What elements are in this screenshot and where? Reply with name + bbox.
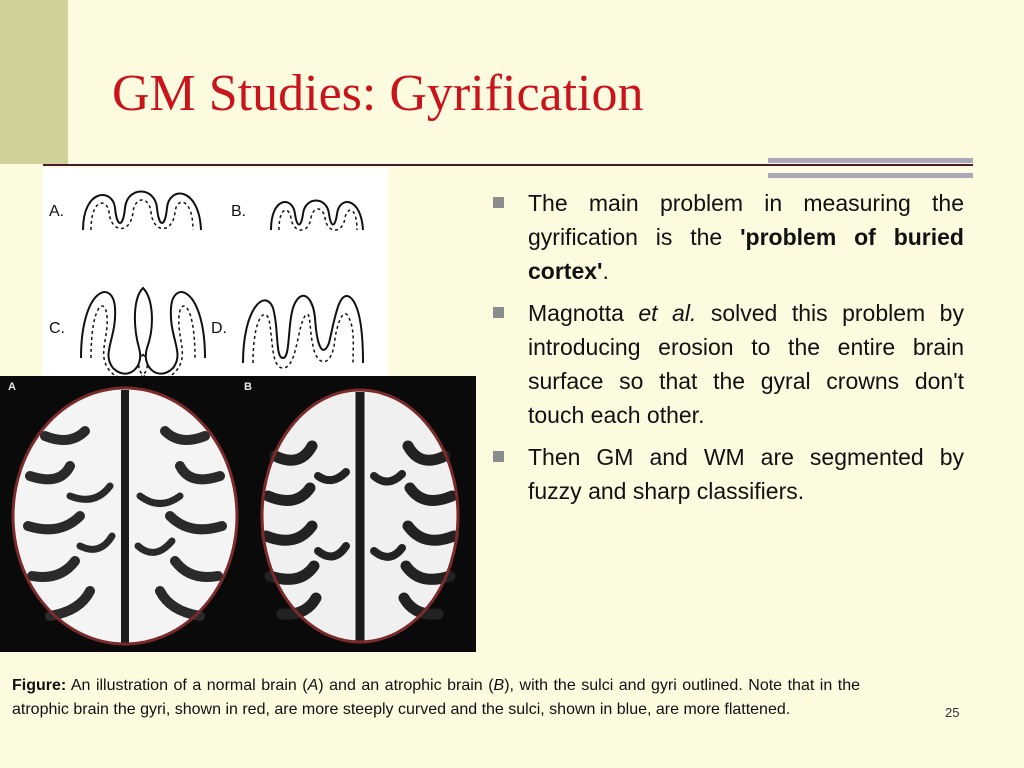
square-bullet-icon xyxy=(493,307,504,318)
caption-label: Figure: xyxy=(12,677,67,694)
bullet-1-bold: 'problem of buried cortex' xyxy=(528,224,964,284)
bullet-2-italic: et al. xyxy=(638,300,697,326)
atrophic-brain-image xyxy=(262,390,458,642)
mri-label-b: B xyxy=(244,381,252,393)
accent-bar-top xyxy=(768,158,973,163)
title-divider xyxy=(43,164,973,166)
caption-part1: An illustration of a normal brain ( xyxy=(66,677,308,694)
mri-brain-images xyxy=(0,376,476,652)
bullet-item-1 xyxy=(490,186,964,288)
square-bullet-icon xyxy=(493,451,504,462)
bullet-item-3 xyxy=(490,440,964,508)
mri-label-a: A xyxy=(8,381,16,393)
diagram-label-c: C. xyxy=(49,320,65,337)
square-bullet-icon xyxy=(493,197,504,208)
caption-part2: ) and an atrophic brain ( xyxy=(318,677,494,694)
bullet-1-end: . xyxy=(602,258,609,284)
slide-title: GM Studies: Gyrification xyxy=(112,65,644,122)
bullet-2-text: Magnotta xyxy=(528,300,639,326)
bullet-item-2 xyxy=(490,296,964,432)
mri-svg xyxy=(0,376,476,652)
accent-bar-bottom xyxy=(768,173,973,178)
bullet-list xyxy=(490,186,964,516)
diagram-label-a: A. xyxy=(49,203,65,220)
page-number: 25 xyxy=(945,705,960,720)
diagram-label-d: D. xyxy=(211,320,227,337)
left-accent-band xyxy=(0,0,68,164)
caption-part3: ), with the sulci and gyri outlined. Note that in the atrophic brain the gyri, shown in red, are more steeply curved and the sulci, shown in blue, are more flattened. xyxy=(12,677,861,718)
diagram-d-gyri xyxy=(243,296,363,368)
bullet-1-text: The main problem in measuring the gyrification is the xyxy=(528,190,964,250)
diagram-c-gyri xyxy=(81,288,205,378)
diagram-a-gyri xyxy=(83,192,201,231)
gyri-diagram-svg xyxy=(43,168,388,378)
bullet-3-text: Then GM and WM are segmented by fuzzy and sharp classifiers. xyxy=(528,444,964,504)
normal-brain-image xyxy=(13,388,237,644)
diagram-label-b: B. xyxy=(231,203,247,220)
figure-caption xyxy=(12,674,860,722)
gyri-diagram xyxy=(43,168,388,378)
caption-a: A xyxy=(307,677,319,694)
diagram-b-gyri xyxy=(271,201,363,231)
caption-b: B xyxy=(493,677,505,694)
bullet-2-end: solved this problem by introducing erosion to the entire brain surface so that the gyral crowns don't touch each other. xyxy=(528,300,964,428)
